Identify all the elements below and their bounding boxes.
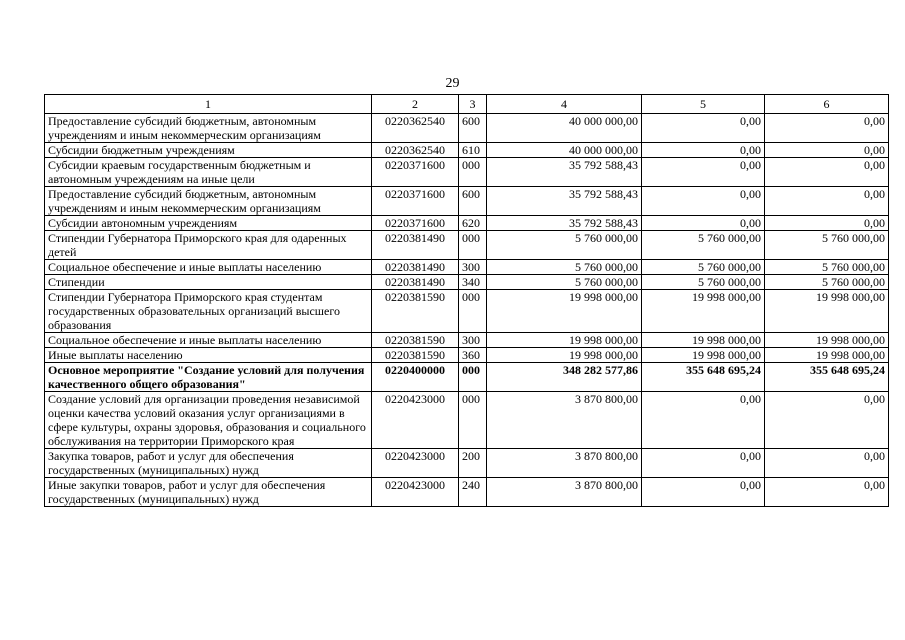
row-type-cell: 240 [459, 478, 487, 507]
page-number: 29 [445, 76, 460, 91]
row-amount-col5-cell: 19 998 000,00 [642, 348, 765, 363]
row-amount-col6-cell: 0,00 [765, 392, 889, 449]
budget-table [44, 94, 889, 507]
column-header: 6 [765, 95, 889, 114]
row-amount-col5-cell: 5 760 000,00 [642, 275, 765, 290]
row-amount-col6-cell: 0,00 [765, 216, 889, 231]
row-code-cell: 0220371600 [372, 187, 459, 216]
column-header: 3 [459, 95, 487, 114]
row-type-cell: 610 [459, 143, 487, 158]
row-amount-col4-cell: 35 792 588,43 [487, 158, 642, 187]
row-type-cell: 000 [459, 231, 487, 260]
row-code-cell: 0220423000 [372, 392, 459, 449]
row-amount-col4-cell: 19 998 000,00 [487, 348, 642, 363]
row-amount-col5-cell: 0,00 [642, 449, 765, 478]
row-type-cell: 000 [459, 363, 487, 392]
row-type-cell: 000 [459, 392, 487, 449]
row-code-cell: 0220371600 [372, 158, 459, 187]
table-row [45, 333, 889, 348]
row-name-cell: Субсидии бюджетным учреждениям [45, 143, 372, 158]
row-name-cell: Субсидии краевым государственным бюджетным и автономным учреждениям на иные цели [45, 158, 372, 187]
row-amount-col6-cell: 0,00 [765, 187, 889, 216]
row-name-cell: Социальное обеспечение и иные выплаты населению [45, 333, 372, 348]
row-type-cell: 300 [459, 260, 487, 275]
row-name-cell: Предоставление субсидий бюджетным, автономным учреждениям и иным некоммерческим организациям [45, 187, 372, 216]
table-row [45, 449, 889, 478]
row-amount-col6-cell: 5 760 000,00 [765, 260, 889, 275]
row-amount-col6-cell: 19 998 000,00 [765, 348, 889, 363]
table-row [45, 348, 889, 363]
row-code-cell: 0220381590 [372, 290, 459, 333]
row-name-cell: Социальное обеспечение и иные выплаты населению [45, 260, 372, 275]
row-amount-col6-cell: 19 998 000,00 [765, 333, 889, 348]
row-amount-col4-cell: 5 760 000,00 [487, 231, 642, 260]
row-amount-col6-cell: 5 760 000,00 [765, 231, 889, 260]
table-row [45, 290, 889, 333]
table-row [45, 392, 889, 449]
row-amount-col5-cell: 0,00 [642, 114, 765, 143]
table-row [45, 260, 889, 275]
row-type-cell: 600 [459, 187, 487, 216]
row-amount-col4-cell: 35 792 588,43 [487, 187, 642, 216]
row-amount-col5-cell: 19 998 000,00 [642, 333, 765, 348]
row-amount-col5-cell: 0,00 [642, 216, 765, 231]
table-row [45, 114, 889, 143]
row-amount-col5-cell: 0,00 [642, 478, 765, 507]
row-code-cell: 0220423000 [372, 478, 459, 507]
row-type-cell: 600 [459, 114, 487, 143]
column-header: 4 [487, 95, 642, 114]
row-type-cell: 200 [459, 449, 487, 478]
row-amount-col6-cell: 0,00 [765, 114, 889, 143]
row-amount-col4-cell: 40 000 000,00 [487, 143, 642, 158]
column-header: 1 [45, 95, 372, 114]
row-code-cell: 0220400000 [372, 363, 459, 392]
row-amount-col4-cell: 35 792 588,43 [487, 216, 642, 231]
row-type-cell: 300 [459, 333, 487, 348]
table-row [45, 143, 889, 158]
row-code-cell: 0220362540 [372, 114, 459, 143]
row-type-cell: 000 [459, 158, 487, 187]
row-amount-col6-cell: 5 760 000,00 [765, 275, 889, 290]
row-name-cell: Стипендии Губернатора Приморского края студентам государственных образовательных организаций высшего образования [45, 290, 372, 333]
row-amount-col4-cell: 5 760 000,00 [487, 260, 642, 275]
row-amount-col5-cell: 0,00 [642, 143, 765, 158]
row-type-cell: 620 [459, 216, 487, 231]
row-amount-col5-cell: 5 760 000,00 [642, 231, 765, 260]
table-row [45, 231, 889, 260]
column-header: 5 [642, 95, 765, 114]
table-row [45, 187, 889, 216]
row-amount-col6-cell: 0,00 [765, 158, 889, 187]
row-name-cell: Основное мероприятие "Создание условий для получения качественного общего образования" [45, 363, 372, 392]
row-code-cell: 0220381590 [372, 333, 459, 348]
row-amount-col4-cell: 19 998 000,00 [487, 333, 642, 348]
row-amount-col5-cell: 355 648 695,24 [642, 363, 765, 392]
row-code-cell: 0220381590 [372, 348, 459, 363]
row-name-cell: Предоставление субсидий бюджетным, автономным учреждениям и иным некоммерческим организациям [45, 114, 372, 143]
row-amount-col5-cell: 0,00 [642, 187, 765, 216]
row-amount-col4-cell: 5 760 000,00 [487, 275, 642, 290]
row-amount-col6-cell: 0,00 [765, 478, 889, 507]
row-code-cell: 0220371600 [372, 216, 459, 231]
table-row [45, 158, 889, 187]
row-name-cell: Закупка товаров, работ и услуг для обеспечения государственных (муниципальных) нужд [45, 449, 372, 478]
row-name-cell: Стипендии [45, 275, 372, 290]
row-name-cell: Иные закупки товаров, работ и услуг для обеспечения государственных (муниципальных) нужд [45, 478, 372, 507]
table-row [45, 478, 889, 507]
row-code-cell: 0220423000 [372, 449, 459, 478]
row-amount-col6-cell: 0,00 [765, 449, 889, 478]
row-name-cell: Создание условий для организации проведения независимой оценки качества условий оказания услуг организациями в сфере культуры, охраны здоровья, образования и социального обслуживания на территории Приморского края [45, 392, 372, 449]
row-amount-col5-cell: 0,00 [642, 158, 765, 187]
table-row [45, 363, 889, 392]
row-amount-col4-cell: 3 870 800,00 [487, 392, 642, 449]
row-amount-col4-cell: 3 870 800,00 [487, 478, 642, 507]
row-code-cell: 0220381490 [372, 231, 459, 260]
row-code-cell: 0220381490 [372, 260, 459, 275]
row-amount-col4-cell: 3 870 800,00 [487, 449, 642, 478]
row-amount-col5-cell: 0,00 [642, 392, 765, 449]
row-type-cell: 360 [459, 348, 487, 363]
row-amount-col5-cell: 19 998 000,00 [642, 290, 765, 333]
row-type-cell: 340 [459, 275, 487, 290]
row-amount-col6-cell: 0,00 [765, 143, 889, 158]
row-type-cell: 000 [459, 290, 487, 333]
table-header-row [45, 95, 889, 114]
row-amount-col4-cell: 40 000 000,00 [487, 114, 642, 143]
row-code-cell: 0220362540 [372, 143, 459, 158]
row-amount-col5-cell: 5 760 000,00 [642, 260, 765, 275]
row-amount-col4-cell: 348 282 577,86 [487, 363, 642, 392]
row-amount-col6-cell: 19 998 000,00 [765, 290, 889, 333]
row-name-cell: Субсидии автономным учреждениям [45, 216, 372, 231]
row-amount-col4-cell: 19 998 000,00 [487, 290, 642, 333]
table-row [45, 275, 889, 290]
row-amount-col6-cell: 355 648 695,24 [765, 363, 889, 392]
table-row [45, 216, 889, 231]
column-header: 2 [372, 95, 459, 114]
row-name-cell: Иные выплаты населению [45, 348, 372, 363]
row-code-cell: 0220381490 [372, 275, 459, 290]
row-name-cell: Стипендии Губернатора Приморского края для одаренных детей [45, 231, 372, 260]
